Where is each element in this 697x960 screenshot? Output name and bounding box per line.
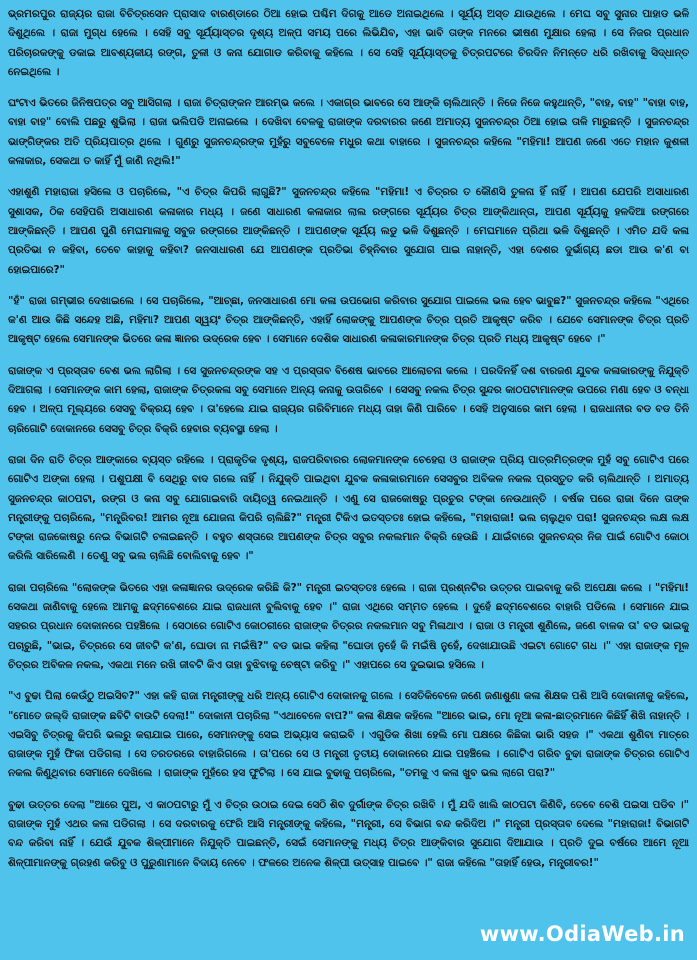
story-page <box>8 5 689 955</box>
paragraph-5: ରାଜାଙ୍କ ଏ ପ୍ରସ୍ତାବ ବେଶ ଭଲ ଲାଗିଲା । ସେ ସୁଜନଚନ୍ଦ୍ରଙ୍କ ସହ ଏ ପ୍ରସ୍ତାବ ବିଶେଷ ଭାବରେ ଆଲୋଚନା କଲେ । ପରଦିନହିଁ ଦଶ ବାରଜଣ ଯୁବକ କଳାକାରଙ୍କୁ ନିଯୁକ୍ତି ଦିଆଗଲା । ସେମାନଙ୍କ କାମ ହେଲା, ରାଜାଙ୍କ ଚିତ୍ରକଳା ସବୁ ସେମାନେ ଅନ୍ୟ କନାକୁ ଉତାରିବେ । ସେସବୁ ନକଲ ଚିତ୍ର ସୁନ୍ଦର କାଠପଟାମାନଙ୍କ ଉପରେ ମଣା ହେବ ଓ ବନ୍ଧା ହେବ । ଅଳ୍ପ ମୂଲ୍ୟରେ ସେସବୁ ବିକ୍ରୟ ହେବ । ତା'ହେଲେ ଯାଇ ରାଜ୍ୟର ଗରିବିମାନେ ମଧ୍ୟ ତାହା କିଣି ପାରିବେ । ସେହି ଅନୁସାରେ କାମ ହେଲା । ରାଜଧାନୀର ବଡ ବଡ ତିନି ଚାରିଗୋଟି ଦୋକାନରେ ସେସବୁ ଚିତ୍ର ବିକ୍ରି ହେବାର ବ୍ୟବସ୍ଥା ହେଲା । <box>8 364 689 435</box>
paragraph-9: ବୁଢା ଉତ୍ତର ଦେଲା "ଆରେ ପୁଅ, ଏ କାଠପଟାରୁ ମୁଁ ଏ ଚିତ୍ର ଉଠାଇ ଦେଇ ସେଠି ଶିବ ଦୁର୍ଗାଙ୍କ ଚିତ୍ର ରଖିବି । ମୁଁ ଯଦି ଖାଲି କାଠପଟା କିଣିବି, ତେବେ ବେଶି ପଇସା ପଡିବ ।" ରାଜାଙ୍କ ମୁହଁ ଏଥର କଳା ପଡିଗଲା । ସେ ଦରବାରକୁ ଫେରି ଆସି ମନ୍ତ୍ରୀଙ୍କୁ କହିଲେ, "ମନ୍ତ୍ରୀ, ସେ ବିଭାଗ ବନ୍ଦ କରିଦିଅ ।" ମନ୍ତ୍ରୀ ପ୍ରସ୍ତାବ ଦେଲେ "ମହାରାଜା! ବିଭାଗଟି ବନ୍ଦ କରିବା ନାହିଁ । ଯେଉଁ ଯୁବକ ଶିଳ୍ପୀମାନେ ନିଯୁକ୍ତି ପାଇଛନ୍ତି, ସେଇଁ ସେମାନଙ୍କୁ ମଧ୍ୟ ଚିତ୍ର ଆଙ୍କିବାର ସୁଯୋଗ ଦିଆଯାଉ । ପ୍ରତି ଦୁଇ ବର୍ଷରେ ଆମେ ନୂଆ ଶିଳ୍ପୀମାନଙ୍କୁ ଗ୍ରହଣ କରିବୁ ଓ ପୁରୁଣାମାନେ ବିଦାୟ ନେବେ । ଫଳରେ ଅନେକ ଶିଳ୍ପୀ ଉତ୍ସାହ ପାଇବେ ।" ରାଜା କହିଲେ "ତାହାହିଁ ହେଉ, ମନ୍ତ୍ରୀବର!" <box>8 798 689 869</box>
paragraph-3: ଏହାଶୁଣି ମହାରାଜା ହସିଲେ ଓ ପଚାରିଲେ, "ଏ ଚିତ୍ର କିପରି ଲାଗୁଛି?" ସୁଜନଚନ୍ଦ୍ର କହିଲେ "ମହିମା! ଏ ଚିତ୍ରର ତ କୌଣସି ତୁଳନା ହିଁ ନାହିଁ । ଆପଣ ଯେପରି ଅସାଧାରଣ ସୁଶାସକ, ଠିକ ସେହିପରି ଅସାଧାରଣ କଳାକାର ମଧ୍ୟ । ଜଣେ ସାଧାରଣ କଳାକାର ଲାଲ ରଙ୍ଗରେ ସୂର୍ଯ୍ୟର ଚିତ୍ର ଆଙ୍କିଥାନ୍ତା, ଆପଣ ସୂର୍ଯ୍ୟକୁ ହଳଦିଆ ରଙ୍ଗରେ ଆଙ୍କିଛନ୍ତି । ଆପଣ ପୁଣି ମେଘମାଳାକୁ ସବୁଜ ରଙ୍ଗରେ ଆଙ୍କିଛନ୍ତି । ଆପଣଙ୍କ ସୂର୍ଯ୍ୟ ଲଡୁ ଭଳି ଦିଶୁଛନ୍ତି । ମେଘମାନେ ପ୍ରିଥା ଭଳି ଦିଶୁଛନ୍ତି । ଏମିତ ଯଦି କଳା ପ୍ରତିଭା ନ କହିବା, ତେବେ କାହାକୁ କହିବା? ଜନସାଧାରଣ ଯେ ଆପଣଙ୍କ ପ୍ରତିଭା ଚିହ୍ନିବାର ସୁଯୋଗ ପାଇ ନାହାନ୍ତି, ଏହା ଦେଶର ଦୁର୍ଭାଗ୍ୟ ଛଡା ଆଉ କ'ଣ ବା ହୋଇପାରେ?" <box>8 186 689 276</box>
paragraph-8: "ଏ ବୁଢା ପିଲା କେଉଁଠୁ ଅଇସିବ?" ଏହା କହି ରାଜା ମନ୍ତ୍ରୀଙ୍କୁ ଧରି ଅନ୍ୟ ଗୋଟିଏ ଦୋକାନକୁ ଗଲେ । ସେତିକିବେଳେ ଜଣେ ଜଣାଶୁଣା କଳା ଶିକ୍ଷକ ପଶି ଆସି ଦୋକାନୀକୁ କହିଲେ, "ମୋତେ ଜଲ୍ଦି ରାଜାଙ୍କ ଛବିଟି ବାଉଟି ଦେଲା!" ଦୋକାନୀ ପଚାରିଲା "ଏଥାବେଳେ ବାପ?" କଳା ଶିକ୍ଷକ କହିଲେ "ଆରେ ଭାଇ, ମୋ ନୂଆ କଳା-ଛାତ୍ରମାନେ କିଛିହିଁ ଶିଖି ନାହାନ୍ତି । ଏଇସିବୁ ଚିତ୍ରକୁ କିପରି ଭଲରୁ କରାଯାଇ ପାରେ, ସେମାନଙ୍କୁ ସେଇ ଅଭ୍ୟାସ କରାଇବି । ଏଗୁଡିକ ଶିଖା ହେଲି ମୋ ପକ୍ଷରେ କିଛିକା ଭାରି ସହଜ ।" ଏକଥା ଶୁଣିବା ମାତ୍ରେ ରାଜାଙ୍କ ମୁହଁ ଫିକା ପଡିଗଲା । ସେ ତରତରରେ ବାହାରିଗଲେ । ତା'ପରେ ସେ ଓ ମନ୍ତ୍ରୀ ତୃତୀୟ ଦୋକାନରେ ଯାଇ ପହଞ୍ଚିଲେ । ଗୋଟିଏ ଗରିବ ବୁଢା ରାଜାଙ୍କ ଚିତ୍ରର ଗୋଟିଏ ନକଲ କିଣୁଥିବାର ସେମାନେ ଦେଖିଲେ । ରାଜାଙ୍କ ମୁହଁରେ ହସ ଫୁଟିଲା । ସେ ଯାଇ ବୁଢାକୁ ପଚାରିଲେ, "ତମକୁ ଏ କଳା ଖୁବ ଭଲ ଲାଗେ ପରା?" <box>8 690 689 780</box>
paragraph-7: ରାଜା ପଚାରିଲେ "ଲୋକଙ୍କ ଭିତରେ ଏହା କଳାଜ୍ଞାନର ଉଦ୍ରେକ କରିଛି କି?" ମନ୍ତ୍ରୀ ଇତସ୍ତତଃ ହେଲେ । ରାଜା ପ୍ରଶ୍ନଟିର ଉତ୍ତର ପାଇବାକୁ କରି ଅପେକ୍ଷା କଲେ । "ମହିମା! ସେକଥା ଜାଣିବାକୁ ହେଲେ ଆମକୁ ଛଦ୍ମବେଶରେ ଯାଇ ରାଜଧାନୀ ବୁଲିବାକୁ ହେବ ।" ରାଜା ଏଥିରେ ସମ୍ମତ ହେଲେ । ଦୁହେଁ ଛଦ୍ମବେଶରେ ବାହାରି ପଡିଲେ । ସେମାନେ ଯାଇ ସହରର ପ୍ରଧାନ ଦୋକାନରେ ପହଞ୍ଚିଲେ । ସେଠାରେ ଗୋଟିଏ କୋଠରୀରେ ରାଜାଙ୍କ ଚିତ୍ରର ନକଲମାନ ସବୁ ମିଳାଥାଏ । ରାଜା ଓ ମନ୍ତ୍ରୀ ଶୁଣିଲେ, ଜଣେ ବାଳକ ତା' ବଡ ଭାଇକୁ ପଚାରୁଛି, "ଭାଇ, ଚିତ୍ରରେ ସେ ଜୀବଟି କ'ଣ, ଘୋଡା ନା ମଇଁଷି?" ବଡ ଭାଇ କହିଲା "ଘୋଡା ନୁହେଁ କି ମଇଁଷି ନୁହେଁ, ଦେଖାଯାଉଛି ଏଇଟା ଗୋଟେ ଗଧ ।" ଏହା ରାଜାଙ୍କ ମୂଳ ଚିତ୍ରର ଅବିକଳ ନକଲ, ଏକଥା ମନେ ରଖି ଜୀବଟି କିଏ ତାହା ବୁଝିବାକୁ ଚେଷ୍ଟା କରିବୁ ।" ଏହାପରେ ସେ ଦୁଇଭାଇ ହସିଲେ । <box>8 581 689 671</box>
site-watermark: www.OdiaWeb.in <box>479 922 685 946</box>
paragraph-2: ଘଂଟାଏ ଭିତରେ ଜିନିଷପତ୍ର ସବୁ ଆସିଗଲା । ରାଜା ଚିତ୍ରାଙ୍କନ ଆରମ୍ଭ କଲେ । ଏକାଗ୍ର ଭାବରେ ସେ ଆଙ୍କି ଚାଲିଥାନ୍ତି । ନିଜେ ନିଜେ କହୁଥାନ୍ତି, "ବାହ, ବାହ" "ବାହା ବାହ, ବାହା ବାହ" ବୋଲି ପଛରୁ ଶୁଭିଲା । ରାଜା ଭଲିପଡି ଅନାଇଲେ । ଦେଖିବା ବେଳକୁ ରାଜାଙ୍କ ଦରବାରର ଜଣେ ଅମାତ୍ୟ ସୁଜନଚନ୍ଦ୍ର ଠିଆ ହୋଇ ତାଳି ମାରୁଛନ୍ତି । ସୁଜନଚନ୍ଦ୍ର ଭାଙ୍ଗିଙ୍କର ଅତି ପ୍ରିୟପାତ୍ର ଥିଲେ । ଗୁଣରୁ ସୁଜନଚନ୍ଦ୍ରଙ୍କ ମୁହଁରୁ ସବୁବେଳେ ମଧୁର କଥା ବାହାରେ । ସୁଜନଚନ୍ଦ୍ର କହିଲେ "ମହିମା! ଆପଣ ଜଣେ ଏତେ ମହାନ କୁଶଳୀ କଳାକାର, ସେକଥା ତ କାହିଁ ମୁଁ ଜାଣି ନଥିଲି!" <box>8 97 689 168</box>
paragraph-4: "ହଁ" ରାଜା ଗମ୍ଭୀର ଦେଖାଇଲେ । ସେ ପଚାରିଲେ, "ଆଚ୍ଛା, ଜନସାଧାରଣ ମୋ କଳା ଉପଭୋଗ କରିବାର ସୁଯୋଗ ପାଇଲେ ଭଲ ହେବ ଭାବୁଛ?" ସୁଜନଚନ୍ଦ୍ର କହିଲେ "ଏଥିରେ କ'ଣ ଆଉ କିଛି ସନ୍ଦେହ ଅଛି, ମହିମା? ଆପଣ ସ୍ୱୟଂ ଚିତ୍ର ଆଙ୍କିଛନ୍ତି, ଏହାହିଁ ଲୋକଙ୍କୁ ଆପଣଙ୍କ ଚିତ୍ର ପ୍ରତି ଆକୃଷ୍ଟ କରିବ । ଯେବେ ସେମାନଙ୍କ ଚିତ୍ର ପ୍ରତି ଆକୃଷ୍ଟ ହେଲେ ସେମାନଙ୍କ ଭିତରେ କଳା ଜ୍ଞାନର ଉଦ୍ରେକ ହେବ । ସେମାନେ ଦେଶିକ ସାଧାରଣ କଳାକାରମାନଙ୍କ ଚିତ୍ର ପ୍ରତି ମଧ୍ୟ ଆକୃଷ୍ଟ ହେବେ ।" <box>8 294 689 346</box>
paragraph-6: ରାଜା ଦିନ ରାତି ଚିତ୍ର ଆଙ୍କାରେ ବ୍ୟସ୍ତ ରହିଲେ । ପ୍ରାକୃତିକ ଦୃଶ୍ୟ, ରାଜପରିବାରର ଲୋକମାନଙ୍କ ଚେହେରା ଓ ରାଜାଙ୍କ ପ୍ରିୟ ପାତ୍ରମିତ୍ରଙ୍କ ମୁହଁ ସବୁ ଗୋଟିଏ ପରେ ଗୋଟିଏ ଅଙ୍କା ହେଲା । ପଶୁପକ୍ଷୀ ବି ସେଥିରୁ ବାଦ ଗଲେ ନାହିଁ । ନିଯୁକ୍ତି ପାଇଥିବା ଯୁବକ କଳାକାରମାନେ ସେସବୁର ଅବିକଳ ନକଲ ପ୍ରସ୍ତୁତ କରି ଚାଲିଥାନ୍ତି । ଅମାତ୍ୟ ସୁଜନଚନ୍ଦ୍ର କାଠପଟା, ରଙ୍ଗ ଓ କନା ସବୁ ଯୋଗାଇବାରି ଦାୟିତ୍ୱ ନେଇଥାନ୍ତି । ଏଣୁ ସେ ରାଜକୋଷରୁ ପ୍ରଚୁର ଟଙ୍କା ନେଉଥାନ୍ତି । ବର୍ଷକ ପରେ ରାଜା ଦିନେ ତାଙ୍କ ମନ୍ତ୍ରୀଙ୍କୁ ପଚାରିଲେ, "ମନ୍ତ୍ରିବର! ଆମର ନୂଆ ଯୋଜନା କିପରି ଚାଲିଛି?" ମନ୍ତ୍ରୀ ଟିକିଏ ଇତସ୍ତତଃ ହୋଇ କହିଲେ, "ମହାରାଜା! ଭଲ ଚାଲୁଥିବ ପରା! ସୁଜନଚନ୍ଦ୍ର ଲକ୍ଷ ଲକ୍ଷ ଟଙ୍କା ରାଜକୋଷରୁ ନେଇ ବିଭାଗଟି ଚଳାଇଛନ୍ତି । ବହୁତ ଶସ୍ତାରେ ଆପଣଙ୍କ ଚିତ୍ର ସବୁର ନକଲମାନ ବିକ୍ରି ହେଉଛି । ଯାଇଁବାରେ ସୁଜନଚନ୍ଦ୍ର ନିଜ ପାଇଁ ଗୋଟିଏ କୋଠା କରିଲି ସାରିଲେଣି । ତେଣୁ ସବୁ ଭଲ ଚାଲିଛି ବୋଲିବାକୁ ହେବ ।" <box>8 453 689 563</box>
paragraph-1: ଭ୍ରମରପୁର ରାଜ୍ୟର ରାଜା ବିଚିତ୍ରସେନ ପ୍ରାସାଦ ବାରଣ୍ଡାରେ ଠିଆ ହୋଇ ପଶ୍ଚିମ ଦିଗକୁ ଆଡେ ଅନାଇଥିଲେ । ସୂର୍ଯ୍ୟ ଅସ୍ତ ଯାଉଥିଲେ । ମେଘ ସବୁ ସୁନାର ପାହାଡ ଭଳି ଦିଶୁଥିଲେ । ରାଜା ମୁଗ୍ଧ ହେଲେ । ସେହି ସବୁ ସୂର୍ଯ୍ୟାସ୍ତର ଦୃଶ୍ୟ ଅଳ୍ପ ସମୟ ପରେ ଲିଭିଯିବ, ଏହା ଭାବି ତାଙ୍କ ମନରେ ଭୀଷଣ ମୁକ୍ଷାର ହେଲା । ସେ ନିଜର ପ୍ରଧାନ ପରିଚାରକଙ୍କୁ ଡକାଇ ଆବଶ୍ୟକୀୟ ରଙ୍ଗ, ତୁଳୀ ଓ କନା ଯୋଗାଡ କରିବାକୁ କହିଲେ । ସେ ସେହି ସୂର୍ଯ୍ୟାସ୍ତକୁ ଚିତ୍ରପଟରେ ଚିରଦିନ ନିମନ୍ତେ ଧରି ରଖିବାକୁ ସିଦ୍ଧାନ୍ତ ନେଇଥିଲେ । <box>8 8 689 78</box>
